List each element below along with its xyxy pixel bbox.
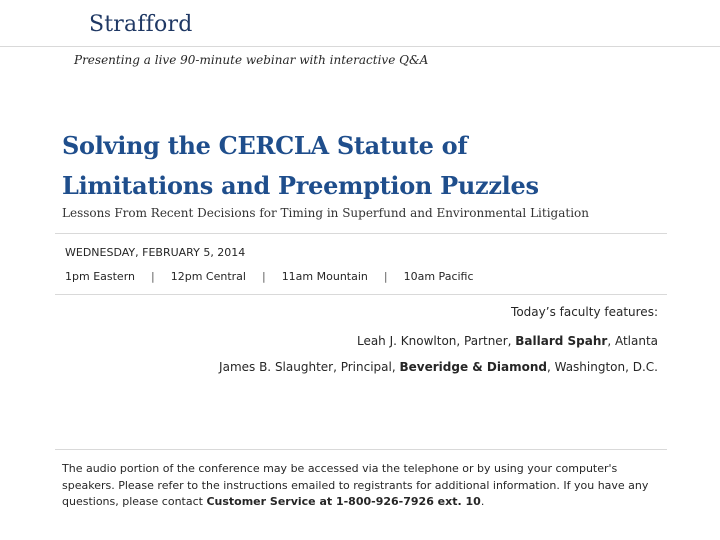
header-divider [0,46,720,47]
faculty-location: , Washington, D.C. [546,360,658,374]
faculty-firm: Beveridge & Diamond [399,360,547,374]
time-separator: | [383,270,388,283]
customer-service-contact: Customer Service at 1-800-926-7926 ext. 10 [206,495,481,508]
faculty-firm: Ballard Spahr [515,334,608,348]
faculty-heading: Today’s faculty features: [511,305,658,319]
time-eastern: 1pm Eastern [65,270,135,283]
footer-end: . [480,495,485,508]
webinar-date: WEDNESDAY, FEBRUARY 5, 2014 [65,246,246,259]
tagline: Presenting a live 90-minute webinar with interactive Q&A [74,53,429,67]
time-central: 12pm Central [170,270,246,283]
time-mountain: 11am Mountain [281,270,368,283]
audio-instructions [62,461,662,511]
faculty-location: , Atlanta [607,334,658,348]
divider-1 [55,233,667,234]
faculty-member [357,334,658,348]
webinar-title [62,126,682,206]
title-line-2: Limitations and Preemption Puzzles [62,171,539,200]
footer-text: The audio portion of the conference may be accessed via the telephone or by using your computer's speakers. Please refer to the instructions emailed to registrants for additional information. If you have any questions, please contact [62,462,649,508]
faculty-member [219,360,658,374]
strafford-logo: Strafford [89,12,193,37]
divider-2 [55,294,667,295]
webinar-subtitle: Lessons From Recent Decisions for Timing in Superfund and Environmental Litigation [62,206,589,220]
time-separator: | [261,270,266,283]
faculty-name-title: Leah J. Knowlton, Partner, [356,334,516,348]
time-separator: | [151,270,155,283]
title-line-1: Solving the CERCLA Statute of [62,131,468,160]
webinar-times [65,270,474,283]
faculty-name-title: James B. Slaughter, Principal, [219,360,400,374]
time-pacific: 10am Pacific [403,270,474,283]
divider-3 [55,449,667,450]
